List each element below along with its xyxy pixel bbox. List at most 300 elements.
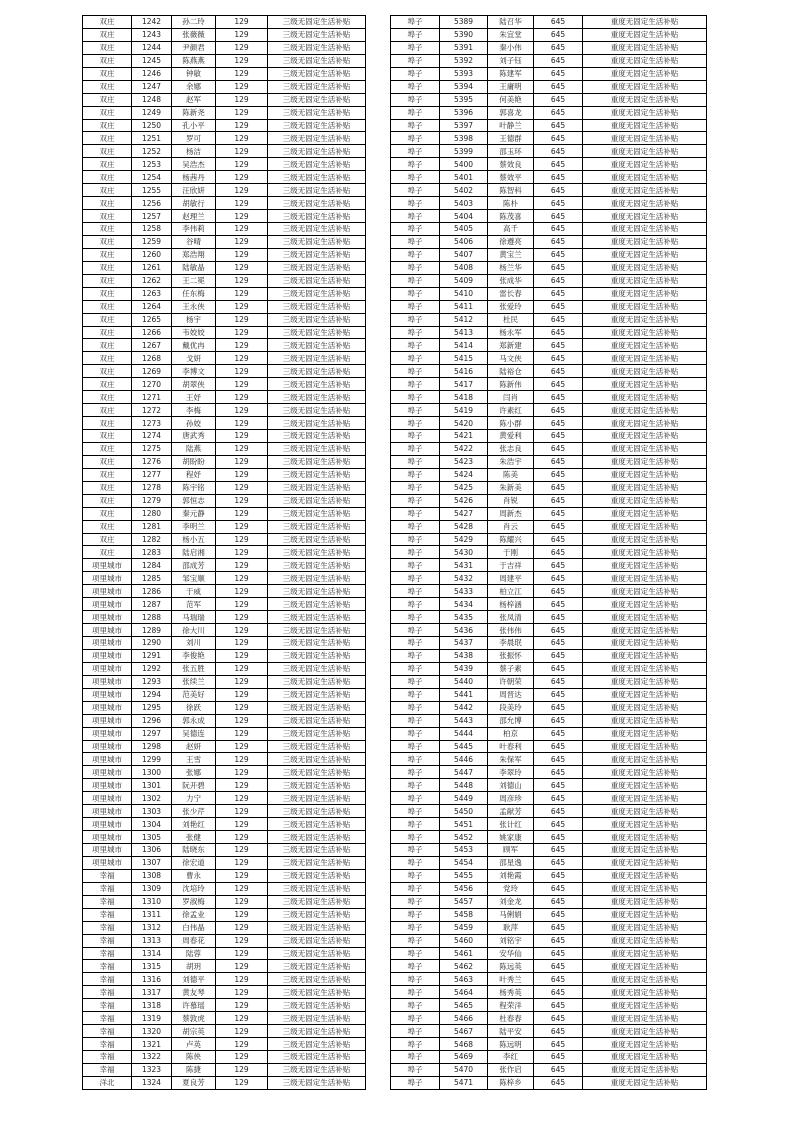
amount-cell: 645 <box>534 934 583 947</box>
district-cell: 双庄 <box>83 171 132 184</box>
name-cell: 胡宗英 <box>172 1025 216 1038</box>
id-cell: 5414 <box>440 339 488 352</box>
amount-cell: 645 <box>534 404 583 417</box>
subsidy-type-cell: 三级无固定生活补贴 <box>268 572 366 585</box>
name-cell: 余娜 <box>172 80 216 93</box>
district-cell: 双庄 <box>83 507 132 520</box>
table-row <box>83 171 366 184</box>
name-cell: 杨宇 <box>172 313 216 326</box>
table-row <box>83 921 366 934</box>
name-cell: 李翠玲 <box>488 766 534 779</box>
district-cell: 埠子 <box>391 494 440 507</box>
district-cell: 双庄 <box>83 261 132 274</box>
table-row <box>83 779 366 792</box>
amount-cell: 645 <box>534 753 583 766</box>
district-cell: 埠子 <box>391 468 440 481</box>
name-cell: 汪欣妍 <box>172 184 216 197</box>
district-cell: 埠子 <box>391 882 440 895</box>
amount-cell: 129 <box>216 300 268 313</box>
subsidy-type-cell: 重度无固定生活补贴 <box>583 404 707 417</box>
name-cell: 蔡子素 <box>488 662 534 675</box>
amount-cell: 129 <box>216 1051 268 1064</box>
amount-cell: 645 <box>534 947 583 960</box>
subsidy-type-cell: 重度无固定生活补贴 <box>583 119 707 132</box>
amount-cell: 645 <box>534 197 583 210</box>
name-cell: 唐武秀 <box>172 430 216 443</box>
subsidy-type-cell: 重度无固定生活补贴 <box>583 93 707 106</box>
name-cell: 柏立江 <box>488 585 534 598</box>
district-cell: 项里城市 <box>83 649 132 662</box>
id-cell: 1276 <box>132 455 172 468</box>
table-row <box>83 442 366 455</box>
amount-cell: 645 <box>534 624 583 637</box>
id-cell: 5399 <box>440 145 488 158</box>
subsidy-type-cell: 三级无固定生活补贴 <box>268 261 366 274</box>
subsidy-type-cell: 三级无固定生活补贴 <box>268 41 366 54</box>
name-cell: 李红 <box>488 1051 534 1064</box>
amount-cell: 645 <box>534 611 583 624</box>
subsidy-type-cell: 重度无固定生活补贴 <box>583 546 707 559</box>
amount-cell: 129 <box>216 507 268 520</box>
amount-cell: 129 <box>216 223 268 236</box>
amount-cell: 645 <box>534 1076 583 1089</box>
subsidy-type-cell: 重度无固定生活补贴 <box>583 1051 707 1064</box>
district-cell: 埠子 <box>391 1051 440 1064</box>
district-cell: 幸福 <box>83 1012 132 1025</box>
subsidy-type-cell: 重度无固定生活补贴 <box>583 831 707 844</box>
amount-cell: 645 <box>534 16 583 29</box>
table-row <box>83 792 366 805</box>
subsidy-type-cell: 重度无固定生活补贴 <box>583 197 707 210</box>
amount-cell: 645 <box>534 727 583 740</box>
name-cell: 赵理兰 <box>172 210 216 223</box>
subsidy-type-cell: 三级无固定生活补贴 <box>268 533 366 546</box>
id-cell: 5395 <box>440 93 488 106</box>
district-cell: 项里城市 <box>83 611 132 624</box>
id-cell: 5389 <box>440 16 488 29</box>
table-row <box>83 986 366 999</box>
table-row <box>83 378 366 391</box>
name-cell: 姚家康 <box>488 831 534 844</box>
district-cell: 埠子 <box>391 261 440 274</box>
id-cell: 1303 <box>132 805 172 818</box>
amount-cell: 645 <box>534 546 583 559</box>
id-cell: 5427 <box>440 507 488 520</box>
amount-cell: 129 <box>216 856 268 869</box>
name-cell: 尹颜君 <box>172 41 216 54</box>
table-row <box>83 28 366 41</box>
id-cell: 1301 <box>132 779 172 792</box>
id-cell: 1287 <box>132 598 172 611</box>
amount-cell: 129 <box>216 54 268 67</box>
amount-cell: 645 <box>534 921 583 934</box>
district-cell: 埠子 <box>391 184 440 197</box>
id-cell: 1248 <box>132 93 172 106</box>
district-cell: 埠子 <box>391 895 440 908</box>
amount-cell: 129 <box>216 546 268 559</box>
amount-cell: 645 <box>534 1012 583 1025</box>
district-cell: 埠子 <box>391 805 440 818</box>
subsidy-type-cell: 三级无固定生活补贴 <box>268 882 366 895</box>
id-cell: 1306 <box>132 844 172 857</box>
table-row <box>83 818 366 831</box>
id-cell: 1322 <box>132 1051 172 1064</box>
amount-cell: 129 <box>216 999 268 1012</box>
name-cell: 叶秀兰 <box>488 973 534 986</box>
amount-cell: 645 <box>534 481 583 494</box>
amount-cell: 645 <box>534 93 583 106</box>
subsidy-type-cell: 重度无固定生活补贴 <box>583 339 707 352</box>
amount-cell: 645 <box>534 248 583 261</box>
table-row <box>391 572 707 585</box>
table-row <box>391 326 707 339</box>
id-cell: 5396 <box>440 106 488 119</box>
table-row <box>391 507 707 520</box>
district-cell: 双庄 <box>83 404 132 417</box>
table-row <box>391 1038 707 1051</box>
table-row <box>391 753 707 766</box>
name-cell: 王妤 <box>172 391 216 404</box>
amount-cell: 645 <box>534 598 583 611</box>
id-cell: 5428 <box>440 520 488 533</box>
subsidy-type-cell: 重度无固定生活补贴 <box>583 248 707 261</box>
id-cell: 1312 <box>132 921 172 934</box>
subsidy-type-cell: 重度无固定生活补贴 <box>583 171 707 184</box>
district-cell: 项里城市 <box>83 637 132 650</box>
amount-cell: 645 <box>534 287 583 300</box>
table-row <box>391 365 707 378</box>
id-cell: 5471 <box>440 1076 488 1089</box>
id-cell: 1307 <box>132 856 172 869</box>
name-cell: 陆启湘 <box>172 546 216 559</box>
id-cell: 5458 <box>440 908 488 921</box>
id-cell: 1255 <box>132 184 172 197</box>
id-cell: 5454 <box>440 856 488 869</box>
name-cell: 张振怀 <box>488 649 534 662</box>
table-row <box>391 856 707 869</box>
table-row <box>391 184 707 197</box>
subsidy-type-cell: 三级无固定生活补贴 <box>268 740 366 753</box>
subsidy-type-cell: 重度无固定生活补贴 <box>583 779 707 792</box>
subsidy-type-cell: 三级无固定生活补贴 <box>268 934 366 947</box>
subsidy-type-cell: 重度无固定生活补贴 <box>583 235 707 248</box>
table-row <box>391 261 707 274</box>
id-cell: 1251 <box>132 132 172 145</box>
table-row <box>83 235 366 248</box>
id-cell: 1294 <box>132 688 172 701</box>
district-cell: 幸福 <box>83 934 132 947</box>
subsidy-type-cell: 重度无固定生活补贴 <box>583 494 707 507</box>
amount-cell: 645 <box>534 223 583 236</box>
amount-cell: 129 <box>216 986 268 999</box>
name-cell: 胡玥 <box>172 960 216 973</box>
table-row <box>83 261 366 274</box>
amount-cell: 129 <box>216 326 268 339</box>
subsidy-type-cell: 三级无固定生活补贴 <box>268 274 366 287</box>
district-cell: 埠子 <box>391 106 440 119</box>
id-cell: 1242 <box>132 16 172 29</box>
name-cell: 赵妍 <box>172 740 216 753</box>
id-cell: 1278 <box>132 481 172 494</box>
table-row <box>391 649 707 662</box>
name-cell: 王德群 <box>488 132 534 145</box>
subsidy-type-cell: 重度无固定生活补贴 <box>583 701 707 714</box>
district-cell: 幸福 <box>83 908 132 921</box>
subsidy-type-cell: 重度无固定生活补贴 <box>583 934 707 947</box>
table-row <box>391 921 707 934</box>
subsidy-type-cell: 重度无固定生活补贴 <box>583 430 707 443</box>
table-row <box>83 404 366 417</box>
id-cell: 1283 <box>132 546 172 559</box>
name-cell: 郑新建 <box>488 339 534 352</box>
district-cell: 埠子 <box>391 572 440 585</box>
name-cell: 李梅 <box>172 404 216 417</box>
name-cell: 耿萍 <box>488 921 534 934</box>
district-cell: 埠子 <box>391 119 440 132</box>
amount-cell: 645 <box>534 714 583 727</box>
subsidy-type-cell: 重度无固定生活补贴 <box>583 844 707 857</box>
subsidy-type-cell: 重度无固定生活补贴 <box>583 986 707 999</box>
amount-cell: 129 <box>216 365 268 378</box>
district-cell: 双庄 <box>83 158 132 171</box>
name-cell: 陆晓东 <box>172 844 216 857</box>
district-cell: 埠子 <box>391 507 440 520</box>
district-cell: 埠子 <box>391 223 440 236</box>
subsidy-type-cell: 重度无固定生活补贴 <box>583 378 707 391</box>
table-row <box>391 598 707 611</box>
id-cell: 5462 <box>440 960 488 973</box>
table-row <box>391 675 707 688</box>
subsidy-type-cell: 重度无固定生活补贴 <box>583 455 707 468</box>
id-cell: 5400 <box>440 158 488 171</box>
district-cell: 项里城市 <box>83 701 132 714</box>
subsidy-type-cell: 三级无固定生活补贴 <box>268 973 366 986</box>
table-row <box>391 520 707 533</box>
id-cell: 5443 <box>440 714 488 727</box>
subsidy-type-cell: 三级无固定生活补贴 <box>268 869 366 882</box>
district-cell: 双庄 <box>83 184 132 197</box>
district-cell: 埠子 <box>391 210 440 223</box>
amount-cell: 129 <box>216 649 268 662</box>
amount-cell: 129 <box>216 41 268 54</box>
name-cell: 陆蓉 <box>172 947 216 960</box>
table-row <box>83 727 366 740</box>
name-cell: 陈新伟 <box>488 378 534 391</box>
subsidy-type-cell: 三级无固定生活补贴 <box>268 753 366 766</box>
subsidy-type-cell: 三级无固定生活补贴 <box>268 442 366 455</box>
amount-cell: 129 <box>216 119 268 132</box>
table-row <box>83 766 366 779</box>
district-cell: 项里城市 <box>83 856 132 869</box>
table-row <box>83 637 366 650</box>
name-cell: 张成华 <box>488 274 534 287</box>
subsidy-type-cell: 重度无固定生活补贴 <box>583 999 707 1012</box>
table-row <box>391 494 707 507</box>
table-row <box>391 41 707 54</box>
name-cell: 陆敏晶 <box>172 261 216 274</box>
table-row <box>83 1076 366 1089</box>
amount-cell: 645 <box>534 688 583 701</box>
table-row <box>83 649 366 662</box>
id-cell: 1296 <box>132 714 172 727</box>
amount-cell: 129 <box>216 417 268 430</box>
amount-cell: 129 <box>216 921 268 934</box>
district-cell: 双庄 <box>83 248 132 261</box>
district-cell: 埠子 <box>391 921 440 934</box>
id-cell: 5435 <box>440 611 488 624</box>
table-row <box>83 326 366 339</box>
table-row <box>83 106 366 119</box>
subsidy-type-cell: 重度无固定生活补贴 <box>583 818 707 831</box>
district-cell: 项里城市 <box>83 779 132 792</box>
district-cell: 双庄 <box>83 417 132 430</box>
subsidy-type-cell: 重度无固定生活补贴 <box>583 947 707 960</box>
table-row <box>391 869 707 882</box>
table-row <box>83 300 366 313</box>
district-cell: 埠子 <box>391 701 440 714</box>
table-row <box>83 41 366 54</box>
district-cell: 埠子 <box>391 1012 440 1025</box>
subsidy-type-cell: 重度无固定生活补贴 <box>583 559 707 572</box>
amount-cell: 645 <box>534 585 583 598</box>
district-cell: 埠子 <box>391 818 440 831</box>
subsidy-type-cell: 重度无固定生活补贴 <box>583 688 707 701</box>
subsidy-type-cell: 重度无固定生活补贴 <box>583 1076 707 1089</box>
subsidy-type-cell: 三级无固定生活补贴 <box>268 300 366 313</box>
subsidy-type-cell: 三级无固定生活补贴 <box>268 507 366 520</box>
id-cell: 1257 <box>132 210 172 223</box>
id-cell: 1244 <box>132 41 172 54</box>
district-cell: 双庄 <box>83 481 132 494</box>
amount-cell: 645 <box>534 844 583 857</box>
name-cell: 段美玲 <box>488 701 534 714</box>
id-cell: 1271 <box>132 391 172 404</box>
subsidy-type-cell: 重度无固定生活补贴 <box>583 352 707 365</box>
subsidy-type-cell: 三级无固定生活补贴 <box>268 1038 366 1051</box>
id-cell: 1258 <box>132 223 172 236</box>
name-cell: 陈智科 <box>488 184 534 197</box>
table-row <box>83 119 366 132</box>
amount-cell: 129 <box>216 261 268 274</box>
subsidy-type-cell: 重度无固定生活补贴 <box>583 585 707 598</box>
table-row <box>391 248 707 261</box>
id-cell: 5415 <box>440 352 488 365</box>
name-cell: 杨茜丹 <box>172 171 216 184</box>
district-cell: 埠子 <box>391 365 440 378</box>
id-cell: 5423 <box>440 455 488 468</box>
id-cell: 5438 <box>440 649 488 662</box>
district-cell: 幸福 <box>83 882 132 895</box>
district-cell: 双庄 <box>83 352 132 365</box>
table-row <box>391 1025 707 1038</box>
amount-cell: 129 <box>216 727 268 740</box>
amount-cell: 645 <box>534 559 583 572</box>
district-cell: 双庄 <box>83 287 132 300</box>
subsidy-type-cell: 三级无固定生活补贴 <box>268 326 366 339</box>
name-cell: 于威 <box>172 585 216 598</box>
name-cell: 罗可 <box>172 132 216 145</box>
id-cell: 1264 <box>132 300 172 313</box>
id-cell: 5416 <box>440 365 488 378</box>
name-cell: 钟敏 <box>172 67 216 80</box>
name-cell: 孔小平 <box>172 119 216 132</box>
table-row <box>83 714 366 727</box>
district-cell: 埠子 <box>391 960 440 973</box>
district-cell: 幸福 <box>83 1063 132 1076</box>
subsidy-type-cell: 三级无固定生活补贴 <box>268 287 366 300</box>
table-row <box>391 197 707 210</box>
district-cell: 埠子 <box>391 559 440 572</box>
amount-cell: 129 <box>216 80 268 93</box>
id-cell: 5457 <box>440 895 488 908</box>
table-row <box>391 805 707 818</box>
district-cell: 项里城市 <box>83 740 132 753</box>
amount-cell: 129 <box>216 701 268 714</box>
table-row <box>391 313 707 326</box>
subsidy-type-cell: 重度无固定生活补贴 <box>583 132 707 145</box>
name-cell: 杨梓涵 <box>488 598 534 611</box>
table-row <box>391 1076 707 1089</box>
subsidy-type-cell: 重度无固定生活补贴 <box>583 468 707 481</box>
subsidy-type-cell: 三级无固定生活补贴 <box>268 818 366 831</box>
subsidy-type-cell: 重度无固定生活补贴 <box>583 1038 707 1051</box>
amount-cell: 129 <box>216 481 268 494</box>
amount-cell: 645 <box>534 1038 583 1051</box>
district-cell: 埠子 <box>391 1025 440 1038</box>
id-cell: 1253 <box>132 158 172 171</box>
table-row <box>391 701 707 714</box>
table-row <box>391 714 707 727</box>
amount-cell: 129 <box>216 132 268 145</box>
subsidy-type-cell: 三级无固定生活补贴 <box>268 417 366 430</box>
amount-cell: 645 <box>534 831 583 844</box>
id-cell: 5401 <box>440 171 488 184</box>
name-cell: 戈妍 <box>172 352 216 365</box>
amount-cell: 129 <box>216 740 268 753</box>
amount-cell: 129 <box>216 171 268 184</box>
table-row <box>391 908 707 921</box>
amount-cell: 129 <box>216 869 268 882</box>
district-cell: 项里城市 <box>83 805 132 818</box>
table-row <box>83 132 366 145</box>
name-cell: 杨小五 <box>172 533 216 546</box>
district-cell: 埠子 <box>391 908 440 921</box>
table-row <box>83 844 366 857</box>
table-row <box>391 559 707 572</box>
subsidy-type-cell: 三级无固定生活补贴 <box>268 649 366 662</box>
table-row <box>83 248 366 261</box>
name-cell: 张计红 <box>488 818 534 831</box>
id-cell: 5442 <box>440 701 488 714</box>
table-row <box>83 274 366 287</box>
amount-cell: 129 <box>216 197 268 210</box>
name-cell: 杜春春 <box>488 1012 534 1025</box>
name-cell: 陈新尧 <box>172 106 216 119</box>
name-cell: 周建平 <box>488 572 534 585</box>
name-cell: 党玲 <box>488 882 534 895</box>
amount-cell: 645 <box>534 378 583 391</box>
table-row <box>391 481 707 494</box>
amount-cell: 129 <box>216 675 268 688</box>
table-row <box>83 520 366 533</box>
id-cell: 5405 <box>440 223 488 236</box>
subsidy-type-cell: 三级无固定生活补贴 <box>268 779 366 792</box>
id-cell: 5410 <box>440 287 488 300</box>
subsidy-type-cell: 重度无固定生活补贴 <box>583 417 707 430</box>
district-cell: 埠子 <box>391 132 440 145</box>
district-cell: 埠子 <box>391 740 440 753</box>
table-row <box>391 895 707 908</box>
